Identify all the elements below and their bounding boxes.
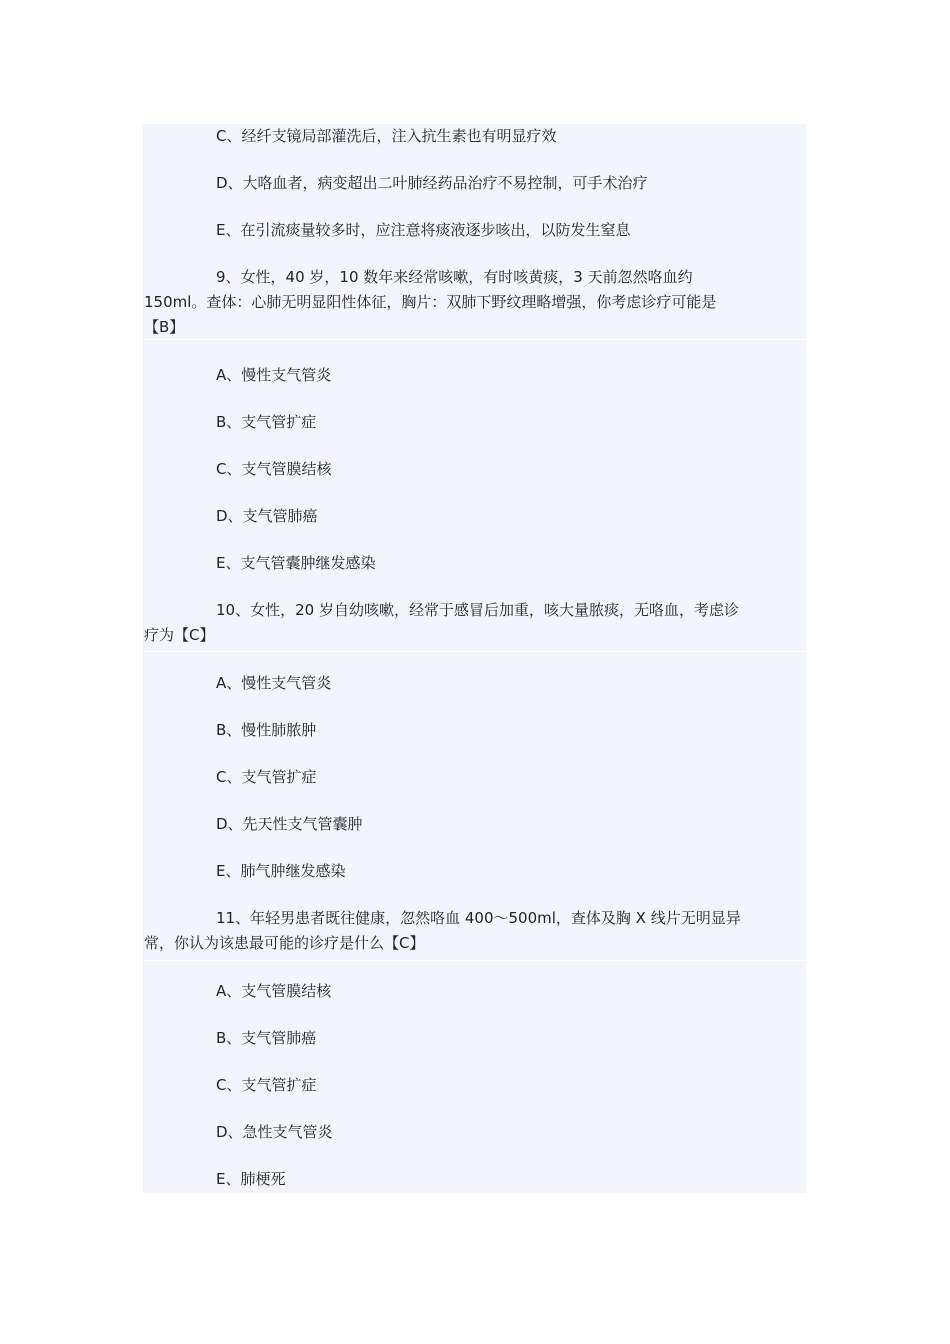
question-9-line-1: 9、女性，40 岁，10 数年来经常咳嗽，有时咳黄痰，3 天前忽然咯血约 (216, 268, 693, 286)
option-line: C、支气管扩症 (216, 768, 317, 786)
option-line: E、肺气肿继发感染 (216, 862, 346, 880)
option-line: B、支气管扩症 (216, 413, 317, 431)
option-line: C、经纤支镜局部灌洗后，注入抗生素也有明显疗效 (216, 127, 557, 145)
option-line: A、慢性支气管炎 (216, 366, 332, 384)
divider (143, 339, 806, 340)
option-line: E、肺梗死 (216, 1170, 286, 1188)
option-line: A、支气管膜结核 (216, 982, 332, 1000)
divider (143, 960, 806, 961)
option-line: D、大咯血者，病变超出二叶肺经药品治疗不易控制，可手术治疗 (216, 174, 648, 192)
question-11-line-2: 常，你认为该患最可能的诊疗是什么【C】 (144, 934, 425, 952)
question-9-answer: 【B】 (144, 318, 185, 336)
option-line: C、支气管扩症 (216, 1076, 317, 1094)
option-line: D、先天性支气管囊肿 (216, 815, 363, 833)
option-line: A、慢性支气管炎 (216, 674, 332, 692)
option-line: D、支气管肺癌 (216, 507, 318, 525)
question-10-line-1: 10、女性，20 岁自幼咳嗽，经常于感冒后加重，咳大量脓痰，无咯血，考虑诊 (216, 601, 739, 619)
option-line: E、在引流痰量较多时，应注意将痰液逐步咳出，以防发生窒息 (216, 221, 631, 239)
question-10-line-2: 疗为【C】 (144, 626, 215, 644)
option-line: C、支气管膜结核 (216, 460, 332, 478)
question-11-line-1: 11、年轻男患者既往健康，忽然咯血 400～500ml，查体及胸 X 线片无明显异 (216, 909, 741, 927)
divider (143, 651, 806, 652)
option-line: E、支气管囊肿继发感染 (216, 554, 376, 572)
option-line: B、支气管肺癌 (216, 1029, 317, 1047)
option-line: D、急性支气管炎 (216, 1123, 333, 1141)
question-9-line-2: 150ml。查体：心肺无明显阳性体征，胸片：双肺下野纹理略增强，你考虑诊疗可能是 (144, 293, 717, 311)
option-line: B、慢性肺脓肿 (216, 721, 317, 739)
